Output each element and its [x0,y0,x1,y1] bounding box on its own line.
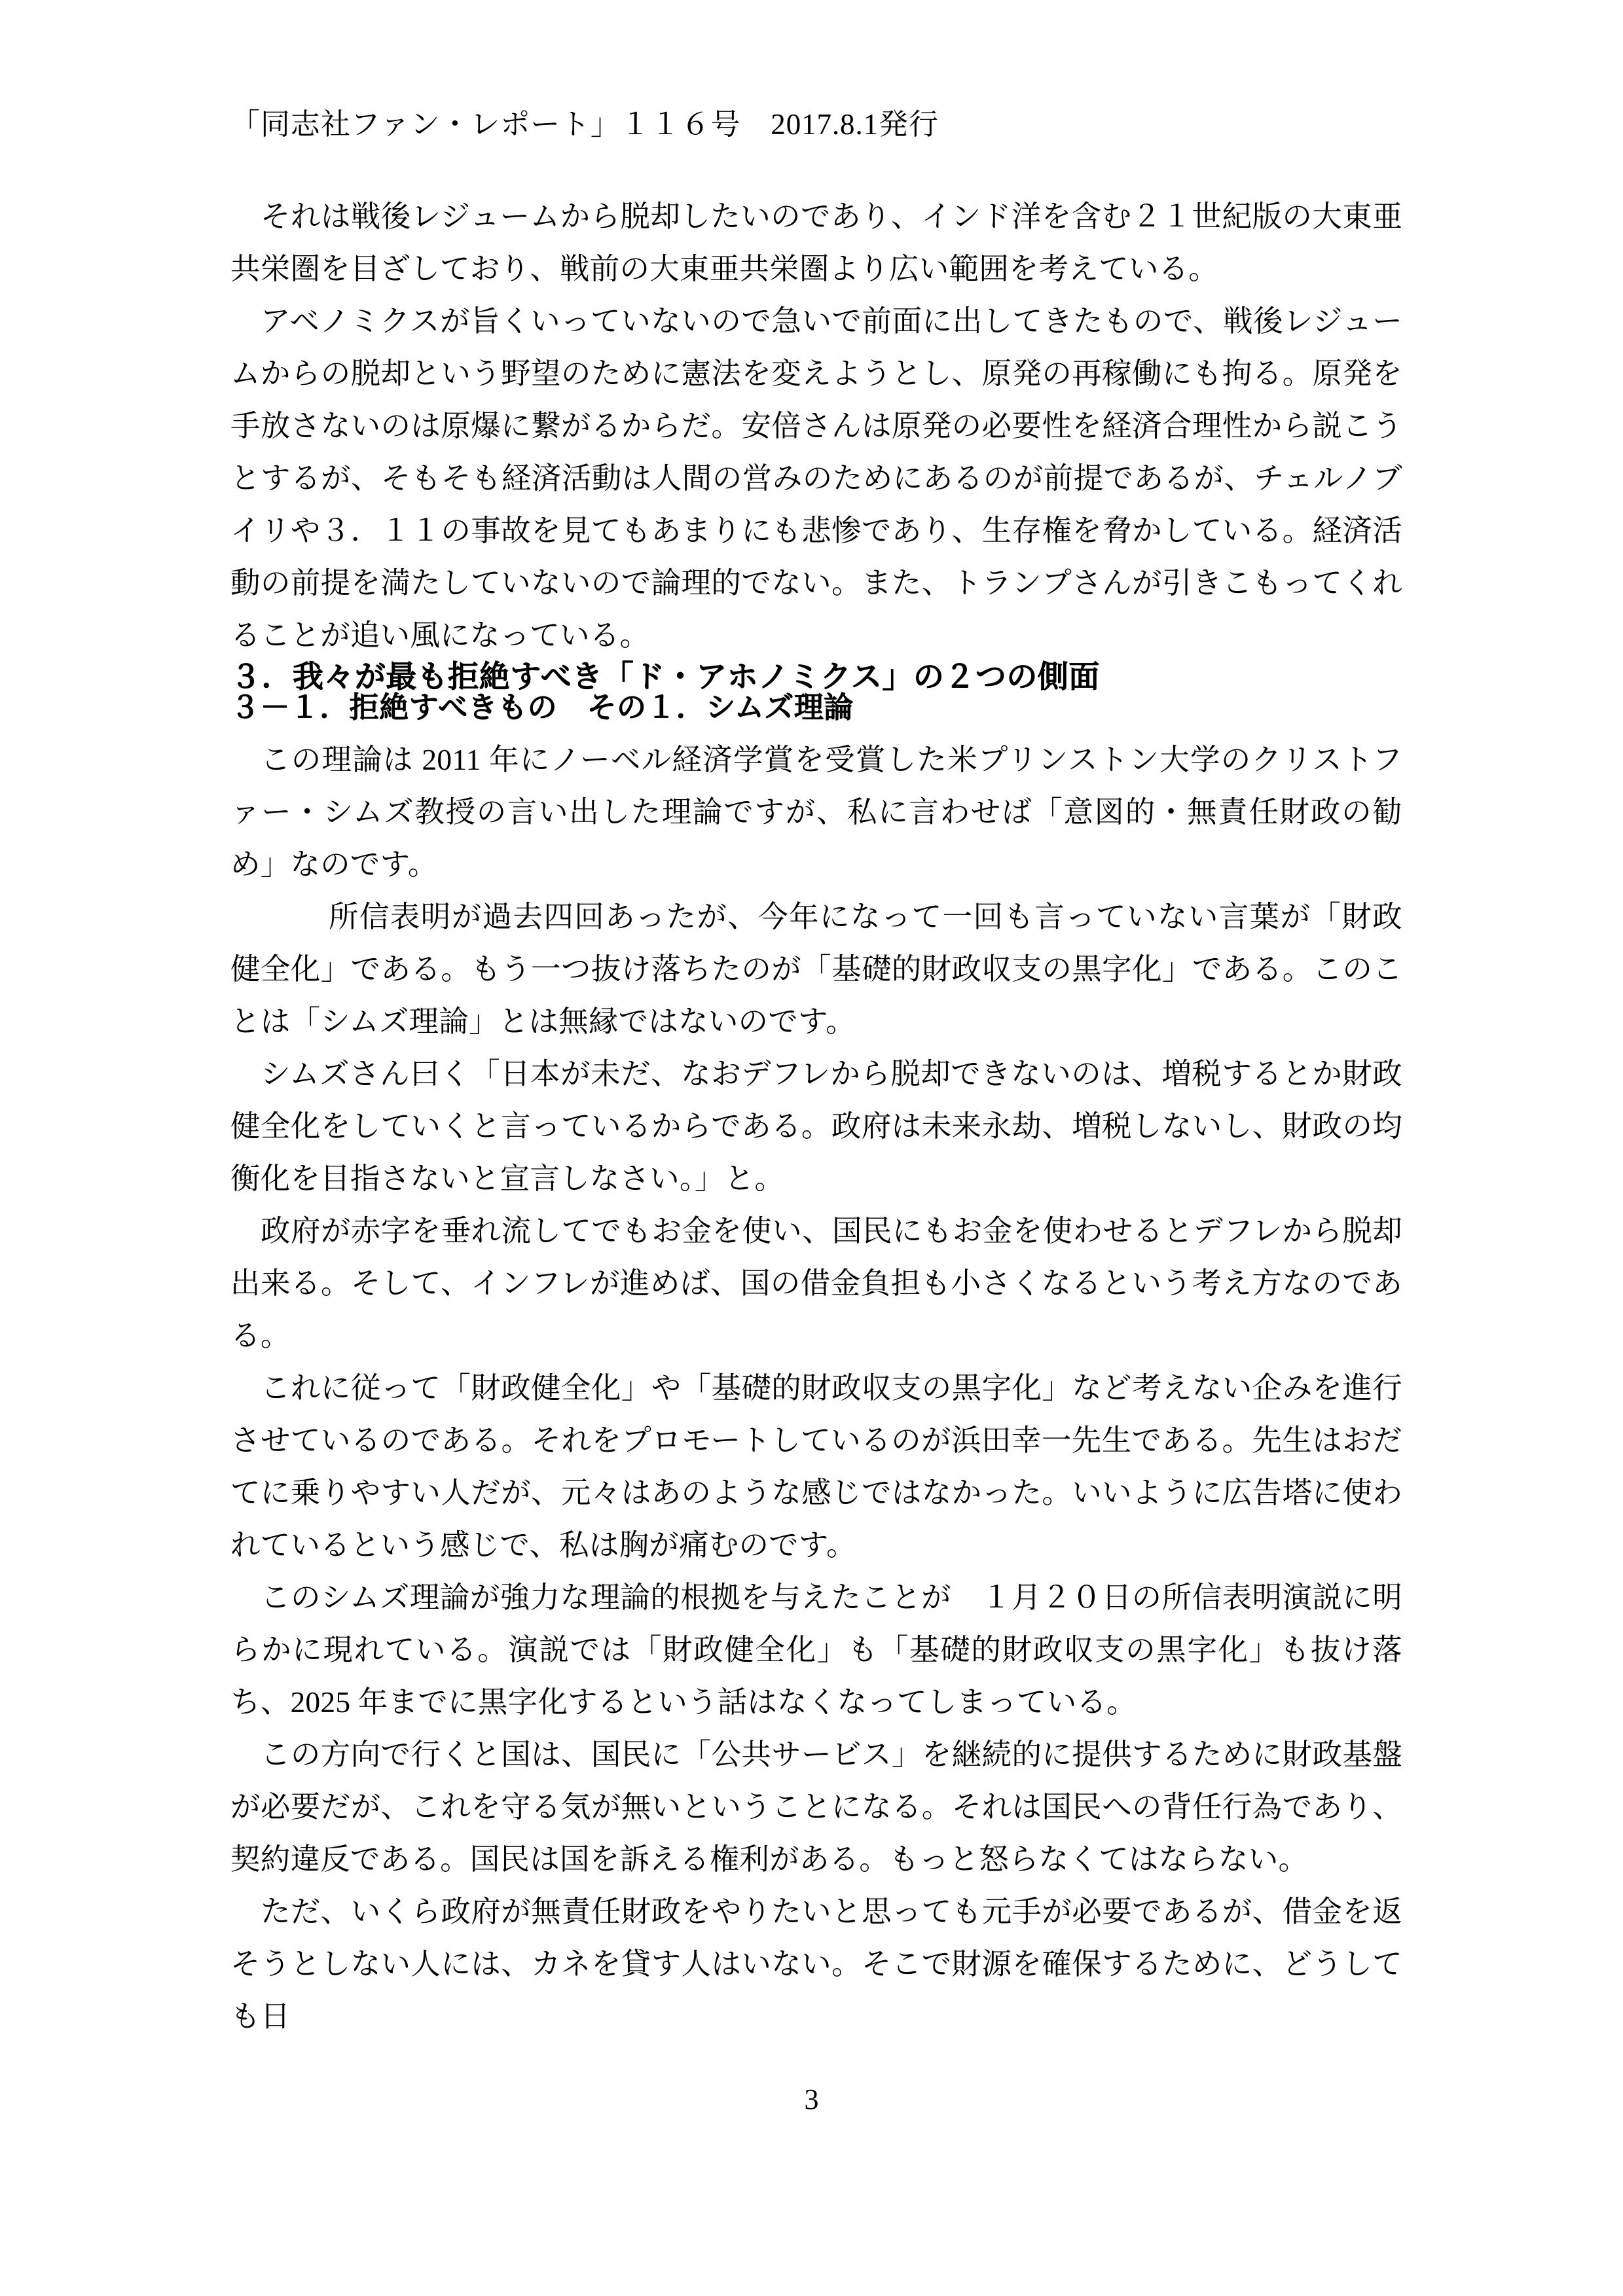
paragraph: この方向で行くと国は、国民に「公共サービス」を継続的に提供するために財政基盤が必要だが、これを守る気が無いということになる。それは国民への背任行為であり、契約違反である。国民は国を訴える権利がある。もっと怒らなくてはならない。 [230,1738,1402,1876]
section-body-paragraphs [230,734,1402,2043]
paragraph: このシムズ理論が強力な理論的根拠を与えたことが １月２０日の所信表明演説に明らかに現れている。演説では「財政健全化」も「基礎的財政収支の黒字化」も抜け落ち、2025 年までに黒字化するという話はなくなってしまっている。 [230,1581,1402,1719]
paragraph: シムズさん曰く「日本が未だ、なおデフレから脱却できないのは、増税するとか財政健全化をしていくと言っているからである。政府は未来永劫、増税しないし、財政の均衡化を目指さないと宣言しなさい。」と。 [230,1057,1402,1195]
paragraph: それは戦後レジュームから脱却したいのであり、インド洋を含む２１世紀版の大東亜共栄圏を目ざしており、戦前の大東亜共栄圏より広い範囲を考えている。 [230,200,1402,285]
paragraph: この理論は 2011 年にノーベル経済学賞を受賞した米プリンストン大学のクリストファー・シムズ教授の言い出した理論ですが、私に言わせば「意図的・無責任財政の勧め」なのです。 [230,743,1402,881]
page-content [230,0,1402,2043]
paragraph: 所信表明が過去四回あったが、今年になって一回も言っていない言葉が「財政健全化」である。もう一つ抜け落ちたのが「基礎的財政収支の黒字化」である。このことは「シムズ理論」とは無縁ではないのです。 [230,900,1402,1038]
document-header-line: 「同志社ファン・レポート」１１６号 2017.8.1発行 [230,108,939,141]
paragraph: 政府が赤字を垂れ流してでもお金を使い、国民にもお金を使わせるとデフレから脱却出来る。そして、インフレが進めば、国の借金負担も小さくなるという考え方なのである。 [230,1214,1402,1352]
paragraph: これに従って「財政健全化」や「基礎的財政収支の黒字化」など考えない企みを進行させているのである。それをプロモートしているのが浜田幸一先生である。先生はおだてに乗りやすい人だが、元々はあのような感じではなかった。いいように広告塔に使われているという感じで、私は胸が痛むのです。 [230,1371,1402,1562]
intro-paragraphs [230,190,1402,662]
paragraph: アベノミクスが旨くいっていないので急いで前面に出してきたもので、戦後レジュームからの脱却という野望のために憲法を変えようとし、原発の再稼働にも拘る。原発を手放さないのは原爆に繋がるからだ。安倍さんは原発の必要性を経済合理性から説こうとするが、そもそも経済活動は人間の営みのためにあるのが前提であるが、チェルノブイリや３．１１の事故を見てもあまりにも悲惨であり、生存権を脅かしている。経済活動の前提を満たしていないので論理的でない。また、トランプさんが引きこもってくれることが追い風になっている。 [230,304,1402,652]
section-heading: ３．我々が最も拒絶すべき「ド・アホノミクス」の２つの側面 [230,659,1100,695]
paragraph: ただ、いくら政府が無責任財政をやりたいと思っても元手が必要であるが、借金を返そうとしない人には、カネを貸す人はいない。そこで財源を確保するために、どうしても日 [230,1895,1402,2033]
page-number: 3 [804,2083,819,2115]
sub-heading: ３－１．拒絶すべきもの その１．シムズ理論 [230,690,854,725]
